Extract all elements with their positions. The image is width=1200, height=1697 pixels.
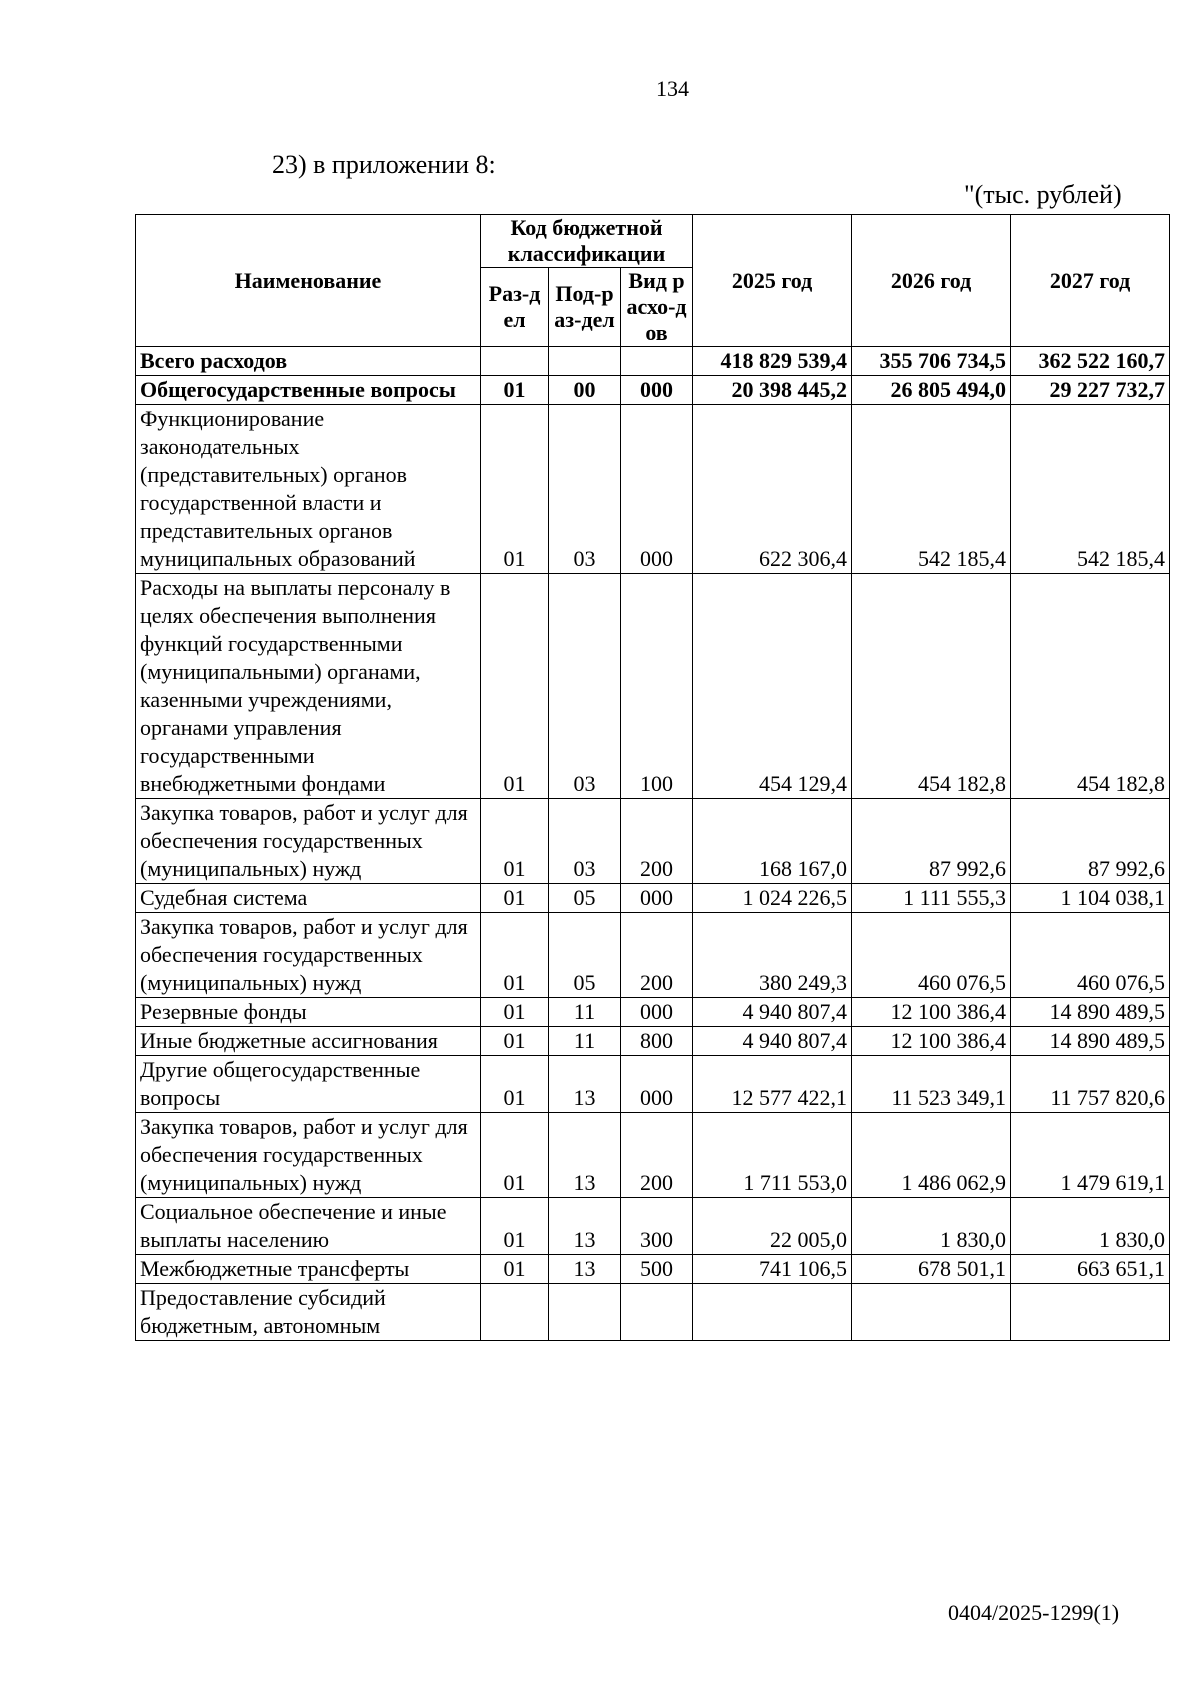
row-subsection <box>549 347 621 376</box>
row-name: Иные бюджетные ассигнования <box>136 1027 481 1056</box>
row-value-2025 <box>693 1284 852 1341</box>
row-value-2027: 14 890 489,5 <box>1011 998 1170 1027</box>
row-value-2025: 622 306,4 <box>693 405 852 574</box>
row-section: 01 <box>481 998 549 1027</box>
row-name: Межбюджетные трансферты <box>136 1255 481 1284</box>
table-row <box>136 1113 1170 1198</box>
row-value-2025: 380 249,3 <box>693 913 852 998</box>
row-value-2027: 11 757 820,6 <box>1011 1056 1170 1113</box>
row-expense-type <box>621 1284 693 1341</box>
row-value-2026: 542 185,4 <box>852 405 1011 574</box>
page-number: 134 <box>656 76 689 101</box>
header-2027: 2027 год <box>1011 215 1170 347</box>
row-section <box>481 347 549 376</box>
row-name: Расходы на выплаты персоналу в целях обеспечения выполнения функций государственными (муниципальными) органами, казенными учреждениями, органами управления государственными внебюджетными фондами <box>136 574 481 799</box>
row-section: 01 <box>481 1113 549 1198</box>
row-value-2027: 1 104 038,1 <box>1011 884 1170 913</box>
row-name: Резервные фонды <box>136 998 481 1027</box>
row-value-2027: 542 185,4 <box>1011 405 1170 574</box>
row-value-2026: 1 111 555,3 <box>852 884 1011 913</box>
row-value-2027: 14 890 489,5 <box>1011 1027 1170 1056</box>
row-subsection: 13 <box>549 1113 621 1198</box>
row-expense-type: 000 <box>621 1056 693 1113</box>
row-value-2025: 1 711 553,0 <box>693 1113 852 1198</box>
row-value-2026: 26 805 494,0 <box>852 376 1011 405</box>
row-section: 01 <box>481 574 549 799</box>
row-value-2027 <box>1011 1284 1170 1341</box>
row-expense-type: 200 <box>621 1113 693 1198</box>
row-value-2026: 678 501,1 <box>852 1255 1011 1284</box>
row-subsection: 13 <box>549 1198 621 1255</box>
row-value-2026: 460 076,5 <box>852 913 1011 998</box>
header-2025: 2025 год <box>693 215 852 347</box>
row-expense-type: 000 <box>621 998 693 1027</box>
row-value-2025: 454 129,4 <box>693 574 852 799</box>
row-expense-type: 800 <box>621 1027 693 1056</box>
table-row <box>136 1284 1170 1341</box>
row-subsection: 03 <box>549 799 621 884</box>
row-value-2026: 87 992,6 <box>852 799 1011 884</box>
header-subsection: Под-раз-дел <box>549 268 621 347</box>
row-value-2025: 168 167,0 <box>693 799 852 884</box>
row-value-2026: 1 830,0 <box>852 1198 1011 1255</box>
header-section: Раз-дел <box>481 268 549 347</box>
row-value-2026 <box>852 1284 1011 1341</box>
unit-note: "(тыс. рублей) <box>964 180 1122 209</box>
row-section: 01 <box>481 1027 549 1056</box>
row-value-2026: 12 100 386,4 <box>852 998 1011 1027</box>
row-expense-type: 200 <box>621 913 693 998</box>
table-row <box>136 1027 1170 1056</box>
row-expense-type: 300 <box>621 1198 693 1255</box>
row-expense-type: 500 <box>621 1255 693 1284</box>
row-value-2025: 741 106,5 <box>693 1255 852 1284</box>
table-row <box>136 799 1170 884</box>
header-expense-type: Вид расхо-дов <box>621 268 693 347</box>
row-expense-type: 100 <box>621 574 693 799</box>
row-section: 01 <box>481 884 549 913</box>
row-name: Социальное обеспечение и иные выплаты населению <box>136 1198 481 1255</box>
row-section: 01 <box>481 405 549 574</box>
row-value-2025: 22 005,0 <box>693 1198 852 1255</box>
table-row <box>136 376 1170 405</box>
row-name: Предоставление субсидий бюджетным, автономным <box>136 1284 481 1341</box>
row-value-2025: 4 940 807,4 <box>693 1027 852 1056</box>
budget-table <box>135 214 1170 1341</box>
row-value-2025: 1 024 226,5 <box>693 884 852 913</box>
row-section: 01 <box>481 913 549 998</box>
row-value-2027: 87 992,6 <box>1011 799 1170 884</box>
row-name: Другие общегосударственные вопросы <box>136 1056 481 1113</box>
row-name: Закупка товаров, работ и услуг для обеспечения государственных (муниципальных) нужд <box>136 913 481 998</box>
row-section: 01 <box>481 1056 549 1113</box>
row-subsection: 03 <box>549 405 621 574</box>
row-name: Судебная система <box>136 884 481 913</box>
row-value-2025: 418 829 539,4 <box>693 347 852 376</box>
table-row <box>136 1198 1170 1255</box>
row-expense-type: 000 <box>621 884 693 913</box>
row-value-2027: 29 227 732,7 <box>1011 376 1170 405</box>
row-section: 01 <box>481 799 549 884</box>
row-subsection <box>549 1284 621 1341</box>
row-subsection: 00 <box>549 376 621 405</box>
row-expense-type: 200 <box>621 799 693 884</box>
row-value-2026: 11 523 349,1 <box>852 1056 1011 1113</box>
row-value-2026: 355 706 734,5 <box>852 347 1011 376</box>
row-subsection: 05 <box>549 884 621 913</box>
table-row <box>136 347 1170 376</box>
row-expense-type: 000 <box>621 376 693 405</box>
row-value-2027: 362 522 160,7 <box>1011 347 1170 376</box>
row-name: Закупка товаров, работ и услуг для обеспечения государственных (муниципальных) нужд <box>136 799 481 884</box>
row-value-2027: 1 479 619,1 <box>1011 1113 1170 1198</box>
row-expense-type: 000 <box>621 405 693 574</box>
row-subsection: 13 <box>549 1255 621 1284</box>
row-value-2027: 460 076,5 <box>1011 913 1170 998</box>
table-row <box>136 1056 1170 1113</box>
intro-text: 23) в приложении 8: <box>272 150 496 179</box>
row-value-2027: 454 182,8 <box>1011 574 1170 799</box>
header-name: Наименование <box>136 215 481 347</box>
header-code-group: Код бюджетной классификации <box>481 215 693 268</box>
row-section: 01 <box>481 376 549 405</box>
row-name: Функционирование законодательных (представительных) органов государственной власти и представительных органов муниципальных образований <box>136 405 481 574</box>
row-value-2027: 1 830,0 <box>1011 1198 1170 1255</box>
row-name: Всего расходов <box>136 347 481 376</box>
header-2026: 2026 год <box>852 215 1011 347</box>
row-value-2026: 1 486 062,9 <box>852 1113 1011 1198</box>
table-row <box>136 998 1170 1027</box>
row-value-2025: 20 398 445,2 <box>693 376 852 405</box>
row-subsection: 13 <box>549 1056 621 1113</box>
row-section <box>481 1284 549 1341</box>
row-value-2026: 454 182,8 <box>852 574 1011 799</box>
row-value-2027: 663 651,1 <box>1011 1255 1170 1284</box>
row-subsection: 05 <box>549 913 621 998</box>
footer-code: 0404/2025-1299(1) <box>948 1600 1120 1625</box>
row-value-2026: 12 100 386,4 <box>852 1027 1011 1056</box>
row-subsection: 11 <box>549 1027 621 1056</box>
row-section: 01 <box>481 1198 549 1255</box>
table-row <box>136 574 1170 799</box>
header-row-1 <box>136 215 1170 268</box>
row-value-2025: 12 577 422,1 <box>693 1056 852 1113</box>
row-subsection: 11 <box>549 998 621 1027</box>
table-row <box>136 1255 1170 1284</box>
table-row <box>136 884 1170 913</box>
table-row <box>136 405 1170 574</box>
table-row <box>136 913 1170 998</box>
row-section: 01 <box>481 1255 549 1284</box>
row-name: Закупка товаров, работ и услуг для обеспечения государственных (муниципальных) нужд <box>136 1113 481 1198</box>
row-name: Общегосударственные вопросы <box>136 376 481 405</box>
row-expense-type <box>621 347 693 376</box>
row-value-2025: 4 940 807,4 <box>693 998 852 1027</box>
row-subsection: 03 <box>549 574 621 799</box>
